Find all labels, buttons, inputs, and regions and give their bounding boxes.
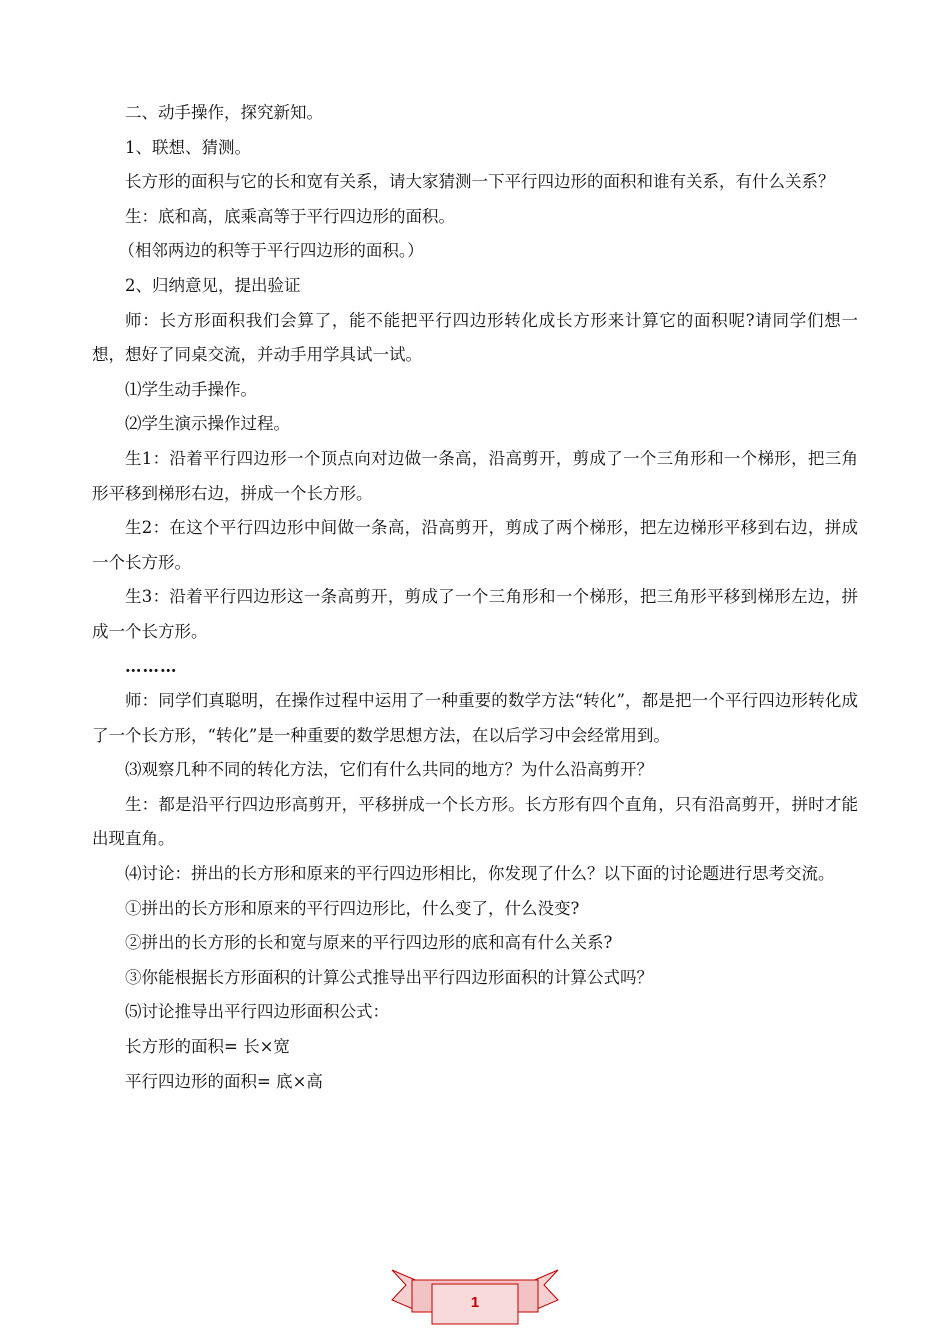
- paragraph: ⑶观察几种不同的转化方法，它们有什么共同的地方？为什么沿高剪开？: [125, 760, 653, 780]
- subsection-heading: 2、归纳意见，提出验证: [125, 275, 301, 295]
- document-body: [92, 96, 858, 1099]
- list-item: ③你能根据长方形面积的计算公式推导出平行四边形面积的计算公式吗？: [125, 967, 653, 987]
- section-heading: 二、动手操作，探究新知。: [125, 103, 323, 122]
- page-number: 1: [470, 1294, 480, 1311]
- list-item: ②拼出的长方形的长和宽与原来的平行四边形的底和高有什么关系?: [125, 933, 613, 953]
- ellipsis: ………: [125, 656, 178, 676]
- paragraph: ⑴学生动手操作。: [125, 379, 257, 399]
- paragraph: ⑵学生演示操作过程。: [125, 414, 290, 434]
- paragraph: ⑷讨论：拼出的长方形和原来的平行四边形相比，你发现了什么？以下面的讨论题进行思考交流。: [125, 864, 835, 884]
- paragraph: 师：同学们真聪明，在操作过程中运用了一种重要的数学方法“转化”，都是把一个平行四边形转化成了一个长方形，“转化”是一种重要的数学思想方法，在以后学习中会经常用到。: [92, 691, 858, 745]
- formula: 长方形的面积= 长×宽: [125, 1037, 290, 1057]
- paragraph: 生3：沿着平行四边形这一条高剪开，剪成了一个三角形和一个梯形，把三角形平移到梯形左边，拼成一个长方形。: [92, 587, 858, 641]
- subsection-heading: 1、联想、猜测。: [125, 137, 251, 157]
- formula: 平行四边形的面积= 底×高: [125, 1071, 323, 1091]
- paragraph: ⑸讨论推导出平行四边形面积公式：: [125, 1002, 389, 1022]
- paragraph: 生：都是沿平行四边形高剪开，平移拼成一个长方形。长方形有四个直角，只有沿高剪开，拼时才能出现直角。: [92, 794, 858, 849]
- paragraph: 生：底和高，底乘高等于平行四边形的面积。: [125, 206, 455, 226]
- paragraph: 长方形的面积与它的长和宽有关系，请大家猜测一下平行四边形的面积和谁有关系，有什么关系？: [125, 172, 835, 192]
- paragraph: （相邻两边的积等于平行四边形的面积。）: [118, 241, 424, 261]
- paragraph: 生2：在这个平行四边形中间做一条高，沿高剪开，剪成了两个梯形，把左边梯形平移到右边，拼成一个长方形。: [92, 518, 858, 572]
- list-item: ①拼出的长方形和原来的平行四边形比，什么变了，什么没变?: [125, 898, 580, 918]
- page-footer: [390, 1268, 560, 1330]
- paragraph: 生1：沿着平行四边形一个顶点向对边做一条高，沿高剪开，剪成了一个三角形和一个梯形，把三角形平移到梯形右边，拼成一个长方形。: [92, 448, 858, 503]
- paragraph: 师：长方形面积我们会算了，能不能把平行四边形转化成长方形来计算它的面积呢?请同学们想一想，想好了同桌交流，并动手用学具试一试。: [92, 310, 858, 365]
